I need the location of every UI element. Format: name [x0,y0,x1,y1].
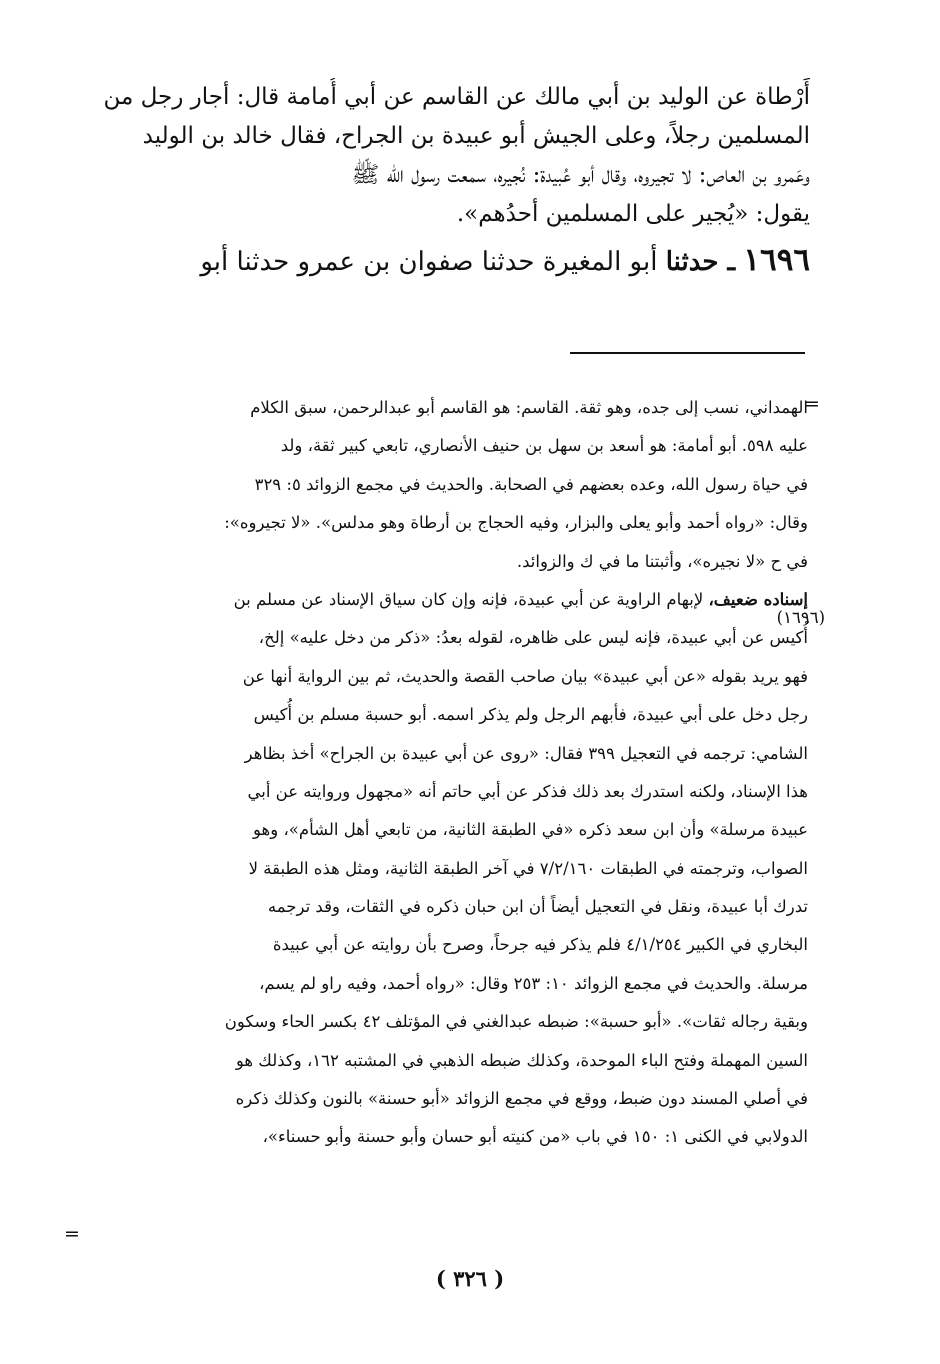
main-text-line: وعَمرو بن العاص: لا تجيروه، وقال أبو عُبيدة: نُجيره، سمعت رسول الله ﷺ [351,162,810,188]
footnote-separator-rule [570,352,805,354]
footnote-line: الدولابي في الكنى ١: ١٥٠ في باب «من كنيته أبو حسان وأبو حسنة وأبو حسناء»، [262,1127,808,1147]
footnote-verdict: إسناده ضعيف، [708,589,808,609]
continuation-marker-top: = [804,393,820,415]
footnote-line: الشامي: ترجمه في التعجيل ٣٩٩ فقال: «روى عن أبي عبيدة بن الجراح» أخذ بظاهر [244,743,808,763]
footnote-line: في أصلي المسند دون ضبط، ووقع في مجمع الزوائد «أبو حسنة» بالنون وكذلك ذكره [235,1089,808,1109]
footnote-line: عبيدة مرسلة» وأن ابن سعد ذكره «في الطبقة الثانية، من تابعي أهل الشأم»، وهو [253,820,808,840]
hadith-number: ١٦٩٦ [743,242,810,278]
footnote-line: الهمداني، نسب إلى جده، وهو ثقة. القاسم: هو القاسم أبو عبدالرحمن، سبق الكلام [250,398,808,417]
main-text-line: المسلمين رجلاً، وعلى الجيش أبو عبيدة بن الجراح، فقال خالد بن الوليد [142,123,810,149]
main-text-line: أَرْطاة عن الوليد بن أبي مالك عن القاسم عن أبي أُمامة قال: أجار رجل من [103,84,810,110]
footnote-line: في حياة رسول الله، وعده بعضهم في الصحابة. والحديث في مجمع الزوائد ٥: ٣٢٩ [254,474,808,494]
footnote-line: وقال: «رواه أحمد وأبو يعلى والبزار، وفيه الحجاج بن أرطاة وهو مدلس». «لا تجيروه»: [224,513,808,533]
page-number: ( ٣٢٦ ) [435,1266,505,1291]
footnote-line: السين المهملة وفتح الباء الموحدة، وكذلك ضبطه الذهبي في المشتبه ١٦٢، وكذلك هو [235,1050,808,1070]
footnote-line: فهو يريد بقوله «عن أبي عبيدة» بيان صاحب القصة والحديث، ثم بين الرواية أنها عن [242,666,808,686]
footnotes [96,389,808,1157]
footnote-line: أُكيس عن أبي عبيدة، فإنه ليس على ظاهره، لقوله بعدُ: «ذكر من دخل عليه» إلخ، [258,628,808,648]
footnote-first-text: لإبهام الراوية عن أبي عبيدة، فإنه وإن كان سياق الإسناد عن مسلم بن [233,589,704,609]
hadith-heading-line [96,240,810,280]
hadith-lead-phrase: ـ حدثنا [665,247,736,277]
footnote-line: البخاري في الكبير ٤/١/٢٥٤ فلم يذكر فيه جرحاً، وصرح بأن روايته عن أبي عبيدة [272,935,808,955]
footnote-line: هذا الإسناد، ولكنه استدرك بعد ذلك فذكر عن أبي حاتم أنه «مجهول وروايته عن أبي [247,781,808,801]
footnote-line: وبقية رجاله ثقات». «أبو حسبة»: ضبطه عبدالغني في المؤتلف ٤٢ بكسر الحاء وسكون [224,1012,808,1032]
footnote-line: تدرك أبا عبيدة، ونقل في التعجيل أيضاً أن ابن حبان ذكره في الثقات، وقد ترجمه [267,897,808,917]
footnote-line: مرسلة. والحديث في مجمع الزوائد ١٠: ٢٥٣ وقال: «رواه أحمد، وفيه راو لم يسم، [259,973,808,993]
footnote-first-line [96,581,808,619]
footnote-number: (١٦٩٦) [776,608,825,627]
main-text [96,78,810,280]
footnote-line: رجل دخل على أبي عبيدة، فأبهم الرجل ولم يذكر اسمه. أبو حسبة مسلم بن أُكيس [253,705,808,725]
hadith-chain-text: أبو المغيرة حدثنا صفوان بن عمرو حدثنا أبو [200,247,658,277]
continuation-marker-bottom: = [64,1223,80,1245]
footnote-line: عليه ٥٩٨. أبو أمامة: هو أسعد بن سهل بن حنيف الأنصاري، تابعي كبير ثقة، ولد [280,436,808,456]
main-text-line: يقول: «يُجير على المسلمين أحدُهم». [456,201,810,227]
footnote-line: في ح «لا نجيره»، وأثبتنا ما في ك والزوائد. [516,551,808,571]
footnote-line: الصواب، وترجمته في الطبقات ٧/٢/١٦٠ في آخر الطبقة الثانية، ومثل هذه الطبقة لا [248,858,808,878]
